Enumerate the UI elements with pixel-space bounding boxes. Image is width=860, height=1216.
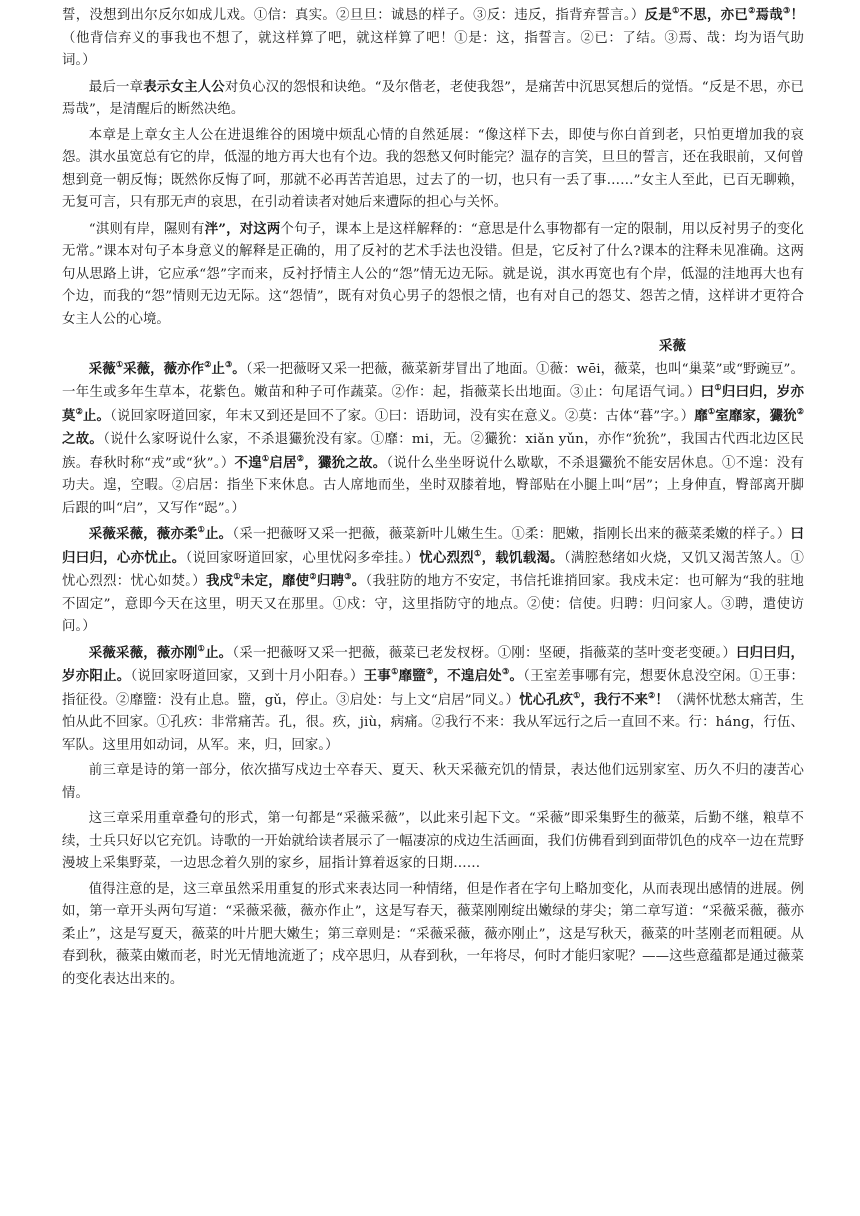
poem-text: 靡盬 <box>398 668 427 684</box>
poem-text: 靡 <box>694 407 708 424</box>
annotation-text: 对负心汉的怨恨和诀绝。“及尔偕老，老使我怨”，是痛苦中沉思冥想后的觉悟。“反是不思，亦已焉哉”，是清醒后的断然决绝。 <box>62 79 805 117</box>
poem-text: 焉哉 <box>755 7 784 23</box>
annotation-text: （满怀忧愁太痛苦，生怕从此不回家。①孔疚：非常痛苦。孔，很。疚，jiù，病痛。②我行不来：我从军远行之后一直回不来。行：háng，行伍、军队。这里用如动词，从军。来，归，回家。） <box>62 692 804 753</box>
poem-text: 采薇采薇，薇亦刚 <box>88 644 198 661</box>
poem-text: 止。 <box>82 407 111 424</box>
footnote-marker: ② <box>426 666 434 676</box>
poem-text: 曰 <box>700 384 715 400</box>
paragraph <box>62 125 804 215</box>
annotation-text: 誓，没想到出尔反尔如成儿戏。①信：真实。②旦旦：诚恳的样子。③反：违反，指背弃誓言。） <box>62 8 645 23</box>
annotation-text: 本章是上章女主人公在进退维谷的困境中烦乱心情的自然延展：“像这样下去，即使与你白首到老，只怕更增加我的哀怨。淇水虽宽总有它的岸，低湿的地方再大也有个边。我的怨愁又何时能完？温存的言笑，旦旦的誓言，还在我眼前，又何曾想到竟一朝反悔；既然你反悔了呵，那就不必再苦苦追思，过去了的一切，也只有一丢了事……”女主人至此，已百无聊赖，无复可言，只有那无声的哀思，在引动着读者对她后来遭际的担心与关怀。 <box>62 127 804 210</box>
poem-text: 归聘 <box>316 573 345 589</box>
poem-text: 曰归曰归，岁亦阳止。 <box>62 644 804 684</box>
poem-text: 采薇，薇亦作 <box>123 360 205 377</box>
footnote-marker: ② <box>309 571 317 581</box>
poem-text: ，玁狁之故。 <box>304 454 387 471</box>
poem-text: 止。 <box>205 644 233 661</box>
poem-text: 止。 <box>205 526 233 542</box>
footnote-marker: ① <box>197 524 206 534</box>
poem-text: 表示女主人公 <box>143 78 225 95</box>
annotation-text: 最后一章 <box>88 79 144 95</box>
poem-text: 。 <box>509 668 524 684</box>
poem-text: ，不遑启处 <box>433 668 503 684</box>
poem-text: ，我行不来 <box>580 691 649 708</box>
poem-text: 王事 <box>363 668 392 684</box>
footnote-marker: ② <box>796 405 804 416</box>
annotation-text: 个句子，课本上是这样解释的：“意思是什么事物都有一定的限制，用以反衬男子的变化无常。”课本对句子本身意义的解释是正确的，用了反衬的艺术手法也没错。但是，它反衬了什么?课本的注释未见准确。这两句从思路上讲，它应承“怨”字而来，反衬抒情主人公的“怨”情无边无际。就是说，淇水再宽也有个岸，低湿的洼地再大也有个边，而我的“怨”情则无边无际。这“怨情”，既有对负心男子的怨恨之情，也有对自己的怨艾、怨苦之情，这样讲才更符合女主人公的心境。 <box>62 221 804 327</box>
footnote-marker: ② <box>648 689 656 700</box>
footnote-marker: ① <box>391 666 399 676</box>
paragraph <box>62 760 804 805</box>
poem-text: 曰归曰归，心亦忧止。 <box>62 526 804 566</box>
annotation-text: 值得注意的是，这三章虽然采用重复的形式来表达同一种情绪，但是作者在字句上略加变化，从而表现出感情的进展。例如，第一章开头两句写道：“采薇采薇，薇亦作止”，这是写春天，薇菜刚刚绽出嫩绿的芽尖；第二章写道：“采薇采薇，薇亦柔止”，这是写夏天，薇菜的叶片肥大嫩生；第三章则是：“采薇采薇，薇亦刚止”，这是写秋天，薇菜的叶茎刚老而粗硬。从春到秋，薇菜由嫩而老，时光无情地流逝了；戍卒思归，从春到秋，一年将尽，何时才能归家呢？——这些意蕴都是通过薇菜的变化表达出来的。 <box>62 881 804 987</box>
poem-text: 。 <box>351 573 366 589</box>
footnote-marker: ① <box>261 452 270 463</box>
annotation-text: 这三章采用重章叠句的形式，第一句都是“采薇采薇”，以此来引起下文。“采薇”即采集野生的薇菜，后勤不继，粮草不续，士兵只好以它充饥。诗歌的一开始就给读者展示了一幅凄凉的戍边生活画面，我们仿佛看到到面带饥色的戍卒一边在荒野漫坡上采集野菜，一边思念着久别的家乡，屈指计算着返家的日期…… <box>62 811 804 871</box>
poem-text: 不遑 <box>234 454 262 471</box>
annotation-text: （王室差事哪有完，想要休息没空闲。①王事：指征役。②靡盬：没有止息。盬，gǔ，停止。③启处：与上文“启居”同义。） <box>62 669 804 708</box>
paragraph <box>62 642 804 758</box>
poem-block <box>62 358 804 992</box>
footnote-marker: ② <box>296 452 305 463</box>
poem-text: 反是 <box>644 7 673 23</box>
poem-text: 采薇采薇，薇亦柔 <box>88 526 198 542</box>
footnote-marker: ① <box>672 5 680 15</box>
paragraph <box>62 218 804 332</box>
poem-text: 未定，靡使 <box>240 573 310 589</box>
poem-text: 不思，亦已 <box>679 7 749 23</box>
poem-text: 止 <box>211 360 225 377</box>
annotation-text: （满腔愁绪如火烧，又饥又渴苦煞人。①忧心烈烈：忧心如焚。） <box>62 550 804 589</box>
footnote-marker: ① <box>714 382 722 392</box>
poem-text: ！ <box>655 691 669 708</box>
footnote-marker: ③ <box>224 358 233 369</box>
poem-text: ，载饥载渴。 <box>481 549 564 566</box>
footnote-marker: ① <box>197 642 206 653</box>
annotation-text: （说回家呀道回家，心里忧闷多牵挂。） <box>185 550 420 566</box>
poem-text: ！ <box>790 7 805 23</box>
annotation-text: “淇则有岸，隰则有 <box>88 221 205 237</box>
poem-text: 忧心孔疚 <box>519 691 574 708</box>
footnote-marker: ① <box>115 358 124 369</box>
annotation-text: （采一把薇呀又采一把薇，薇菜已老发杈枒。①刚：坚硬，指薇菜的茎叶变老变硬。） <box>232 645 737 661</box>
footnote-marker: ① <box>707 405 716 416</box>
footnote-marker: ① <box>474 547 482 558</box>
poem-text: 采薇 <box>88 360 116 377</box>
footnote-marker: ③ <box>783 5 791 15</box>
poem-text: 忧心烈烈 <box>419 549 475 566</box>
annotation-text: （说什么坐坐呀说什么歇歇，不杀退玁狁不能安居休息。①不遑：没有功夫。遑，空暇。②启居：指坐下来休息。古人席地而坐，坐时双膝着地，臀部贴在小腿上叫“居”；上身伸直，臀部离开脚后跟的叫“启”，又写作“跽”。） <box>62 455 804 516</box>
commentary-block <box>62 4 804 331</box>
annotation-text: （他背信弃义的事我也不想了，就这样算了吧，就这样算了吧！①是：这，指誓言。②已：了结。③焉、哉：均为语气助词。） <box>62 30 804 68</box>
paragraph <box>62 879 804 992</box>
poem-text: 归曰归，岁亦莫 <box>62 384 804 424</box>
paragraph <box>62 358 804 521</box>
paragraph <box>62 523 804 639</box>
paragraph <box>62 4 804 73</box>
poem-text: 室靡家，玁狁 <box>715 407 797 424</box>
annotation-text: （说回家呀道回家，又到十月小阳春。） <box>130 669 364 684</box>
footnote-marker: ① <box>233 571 241 581</box>
poem-text: 。 <box>232 360 246 377</box>
footnote-marker: ③ <box>344 571 352 581</box>
poem-text: 之故。 <box>62 431 104 447</box>
poem-text: 我戍 <box>205 573 234 589</box>
poem-text: 泮”，对这两 <box>204 220 281 237</box>
footnote-marker: ② <box>204 358 212 369</box>
footnote-marker: ② <box>748 5 756 15</box>
footnote-marker: ① <box>573 689 581 700</box>
poem-text: 启居 <box>269 454 297 471</box>
annotation-text: （说回家呀道回家，年末又到还是回不了家。①曰：语助词，没有实在意义。②莫：古体“暮”字。） <box>110 408 695 424</box>
paragraph <box>62 808 804 876</box>
footnote-marker: ② <box>75 405 83 416</box>
annotation-text: （采一把薇呀又采一把薇，薇菜新叶儿嫩生生。①柔：肥嫩，指刚长出来的薇菜柔嫩的样子。） <box>232 527 791 542</box>
annotation-text: （我驻防的地方不安定，书信托谁捎回家。我戍未定：也可解为“我的驻地不固定”，意即今天在这里，明天又在那里。①戍：守，这里指防守的地点。②使：信使。归聘：归问家人。③聘，遣使访问。） <box>62 574 805 634</box>
section-title: 采薇 <box>659 338 686 354</box>
paragraph <box>62 76 804 122</box>
annotation-text: 前三章是诗的第一部分，依次描写戍边士卒春天、夏天、秋天采薇充饥的情景，表达他们远别家室、历久不归的凄苦心情。 <box>62 763 804 801</box>
footnote-marker: ③ <box>502 666 510 676</box>
annotation-text: （说什么家呀说什么家，不杀退玁狁没有家。①靡：mi，无。②玁狁：xiǎn yǔn，亦作“狁狁”，我国古代西北边区民族。春秋时称“戎”或“狄”。） <box>62 432 804 471</box>
annotation-text: （采一把薇呀又采一把薇，薇菜新芽冒出了地面。①薇：wēi，薇菜，也叫“巢菜”或“野豌豆”。一年生或多年生草本，花紫色。嫩苗和种子可作蔬菜。②作：起，指薇菜长出地面。③止：句尾语气词。） <box>62 361 805 400</box>
